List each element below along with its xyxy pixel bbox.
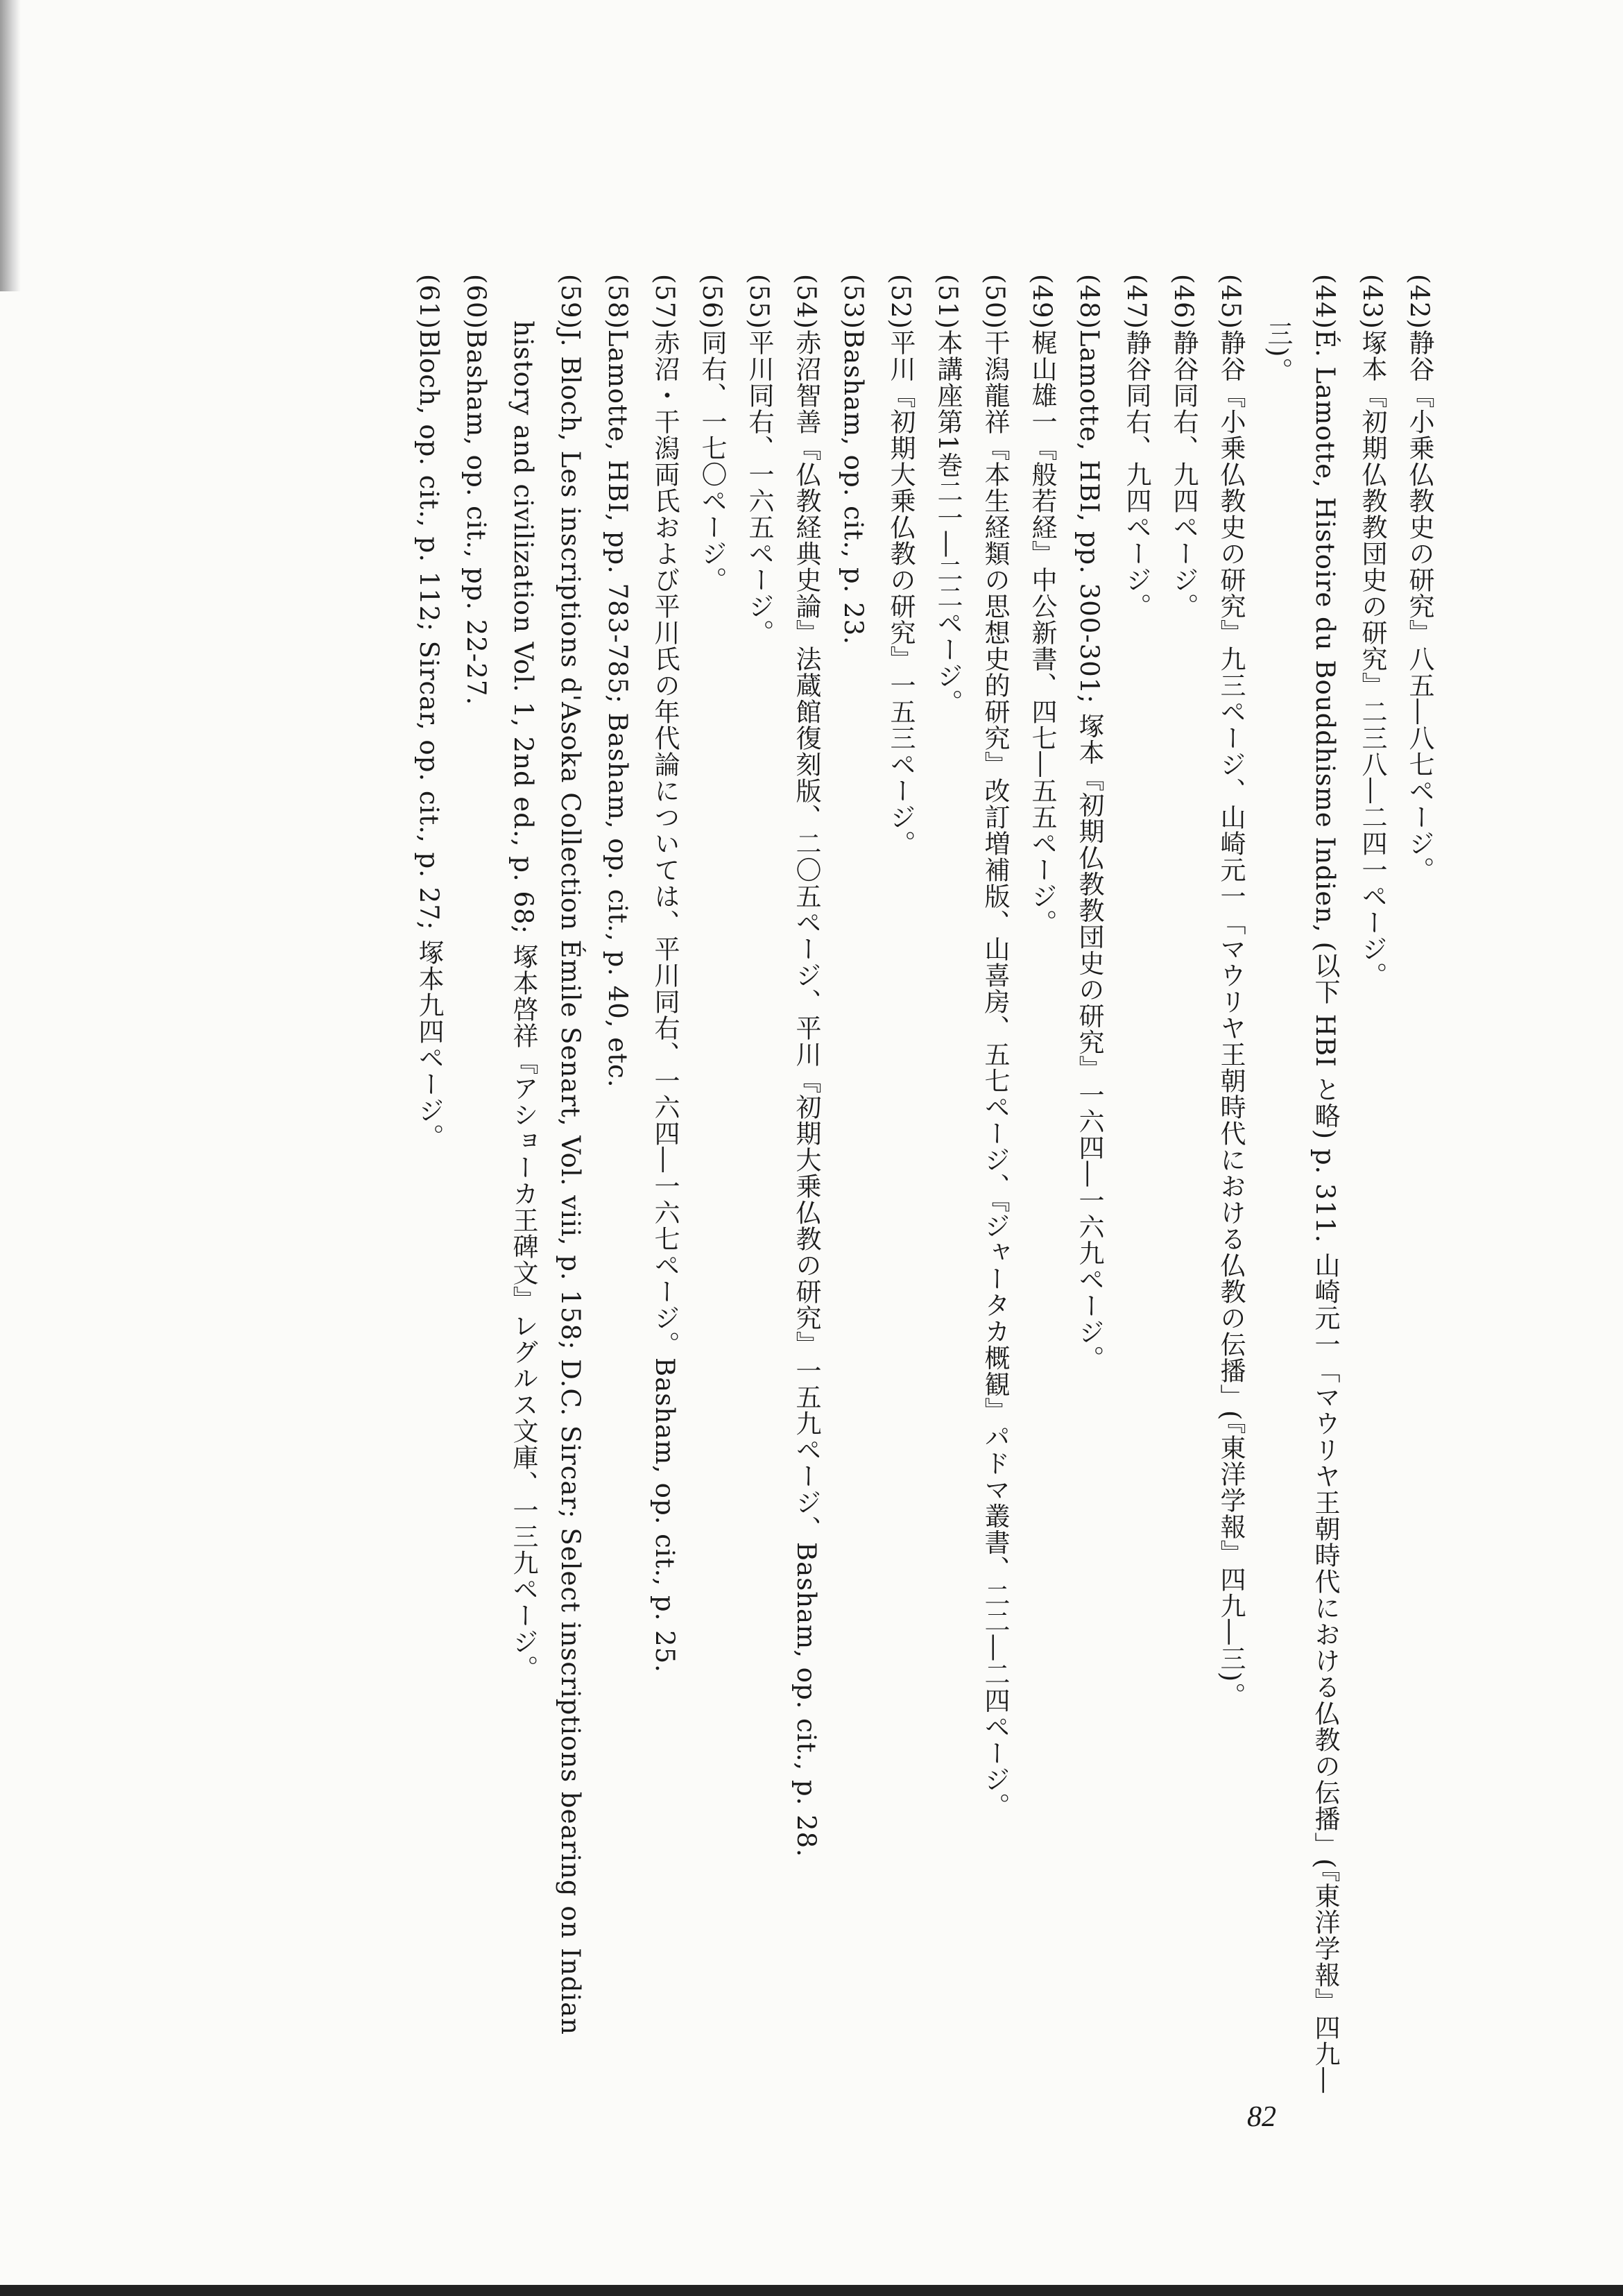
endnote bbox=[1207, 274, 1254, 2133]
endnote bbox=[1113, 274, 1160, 2133]
endnote-number: (52) bbox=[886, 274, 916, 329]
endnote-text: 塚本『初期仏教教団史の研究』二三八―二四一ページ。 bbox=[1357, 329, 1387, 988]
endnote bbox=[1018, 274, 1065, 2133]
endnote-number: (51) bbox=[933, 274, 963, 329]
endnote-number: (47) bbox=[1122, 274, 1151, 329]
endnote-number: (45) bbox=[1216, 274, 1246, 329]
endnote-number: (43) bbox=[1357, 274, 1387, 329]
endnotes-list bbox=[62, 274, 1443, 2133]
endnote-text: 赤沼智善『仏教経典史論』法蔵館復刻版、二〇五ページ、平川『初期大乗仏教の研究』一五九ページ、Basham, op. cit., p. 28. bbox=[791, 329, 821, 1858]
endnote-number: (46) bbox=[1169, 274, 1199, 329]
endnote bbox=[782, 274, 830, 2133]
endnote bbox=[641, 274, 688, 2133]
endnote bbox=[924, 274, 971, 2133]
endnote-number: (57) bbox=[650, 274, 680, 329]
endnote-text: 平川同右、一六五ページ。 bbox=[744, 329, 774, 646]
endnote-text: Basham, op. cit., p. 23. bbox=[839, 329, 868, 645]
endnote-number: (48) bbox=[1074, 274, 1104, 329]
endnote bbox=[830, 274, 877, 2133]
endnote-text: 梶山雄一『般若経』中公新書、四七―五五ページ。 bbox=[1027, 329, 1057, 936]
endnote bbox=[1348, 274, 1396, 2133]
endnote-text: 干潟龍祥『本生経類の思想史的研究』改訂増補版、山喜房、五七ページ、『ジャータカ概観』パドマ叢書、二二―二四ページ。 bbox=[980, 329, 1010, 1819]
endnote bbox=[594, 274, 641, 2133]
endnote-number: (54) bbox=[791, 274, 821, 329]
endnote-number: (59) bbox=[556, 274, 585, 329]
endnote-number: (56) bbox=[697, 274, 727, 329]
endnote-number: (58) bbox=[603, 274, 633, 329]
endnote-text: 赤沼・干潟両氏および平川氏の年代論については、平川同右、一六四―一六七ページ。Basham, op. cit., p. 25. bbox=[650, 329, 680, 1673]
endnote bbox=[452, 274, 499, 2133]
endnote bbox=[688, 274, 735, 2133]
endnote-text: 静谷同右、九四ページ。 bbox=[1122, 329, 1151, 619]
endnote-text: 静谷『小乗仏教史の研究』九三ページ、山崎元一「マウリヤ王朝時代における仏教の伝播」(『東洋学報』四九―三)。 bbox=[1216, 329, 1246, 1709]
endnote bbox=[499, 274, 594, 2133]
endnote-text: Lamotte, HBI, pp. 300-301; 塚本『初期仏教教団史の研究』一六四―一六九ページ。 bbox=[1074, 329, 1104, 1372]
endnote-text: 平川『初期大乗仏教の研究』一五三ページ。 bbox=[886, 329, 916, 857]
endnote-text: É. Lamotte, Histoire du Bouddhisme Indien, (以下 HBI と略) p. 311. 山崎元一「マウリヤ王朝時代における仏教の伝播」(『東洋学報』四九―三)。 bbox=[1263, 320, 1340, 2094]
endnote bbox=[1160, 274, 1207, 2133]
endnote-number: (50) bbox=[980, 274, 1010, 329]
endnote-text: Bloch, op. cit., p. 112; Sircar, op. cit., p. 27; 塚本九四ページ。 bbox=[414, 329, 444, 1151]
endnote-text: 本講座第1巻二一―二二ページ。 bbox=[933, 329, 963, 716]
endnote-number: (61) bbox=[414, 274, 444, 329]
endnote bbox=[1254, 274, 1348, 2133]
scan-bottom-edge bbox=[0, 2285, 1623, 2296]
page-number: 82 bbox=[1247, 2101, 1276, 2133]
endnote-number: (53) bbox=[839, 274, 868, 329]
endnote bbox=[1396, 274, 1443, 2133]
endnote bbox=[971, 274, 1018, 2133]
endnote-text: 静谷『小乗仏教史の研究』八五―八七ページ。 bbox=[1405, 329, 1434, 883]
endnote-number: (49) bbox=[1027, 274, 1057, 329]
endnote bbox=[877, 274, 924, 2133]
endnote-number: (55) bbox=[744, 274, 774, 329]
endnote-text: 同右、一七〇ページ。 bbox=[697, 329, 727, 593]
endnote-number: (60) bbox=[461, 274, 491, 329]
endnote-text: Basham, op. cit., pp. 22-27. bbox=[461, 329, 491, 706]
endnote bbox=[735, 274, 782, 2133]
endnote-text: Lamotte, HBI, pp. 783-785; Basham, op. cit., p. 40, etc. bbox=[603, 329, 633, 1088]
endnote-text: 静谷同右、九四ページ。 bbox=[1169, 329, 1199, 619]
scan-edge-shadow bbox=[0, 0, 21, 291]
endnote bbox=[405, 274, 452, 2133]
endnote-number: (44) bbox=[1310, 274, 1340, 329]
endnote-text: J. Bloch, Les inscriptions d'Asoka Collection Émile Senart, Vol. viii, p. 158; D.C. Sircar; Select inscriptions bearing on Indian history and civilization Vol. 1, 2nd ed., p. 68; 塚本啓祥『アショーカ王碑文』レグルス文庫、一三九ページ。 bbox=[508, 320, 585, 2036]
endnote-number: (42) bbox=[1405, 274, 1434, 329]
endnote bbox=[1065, 274, 1113, 2133]
